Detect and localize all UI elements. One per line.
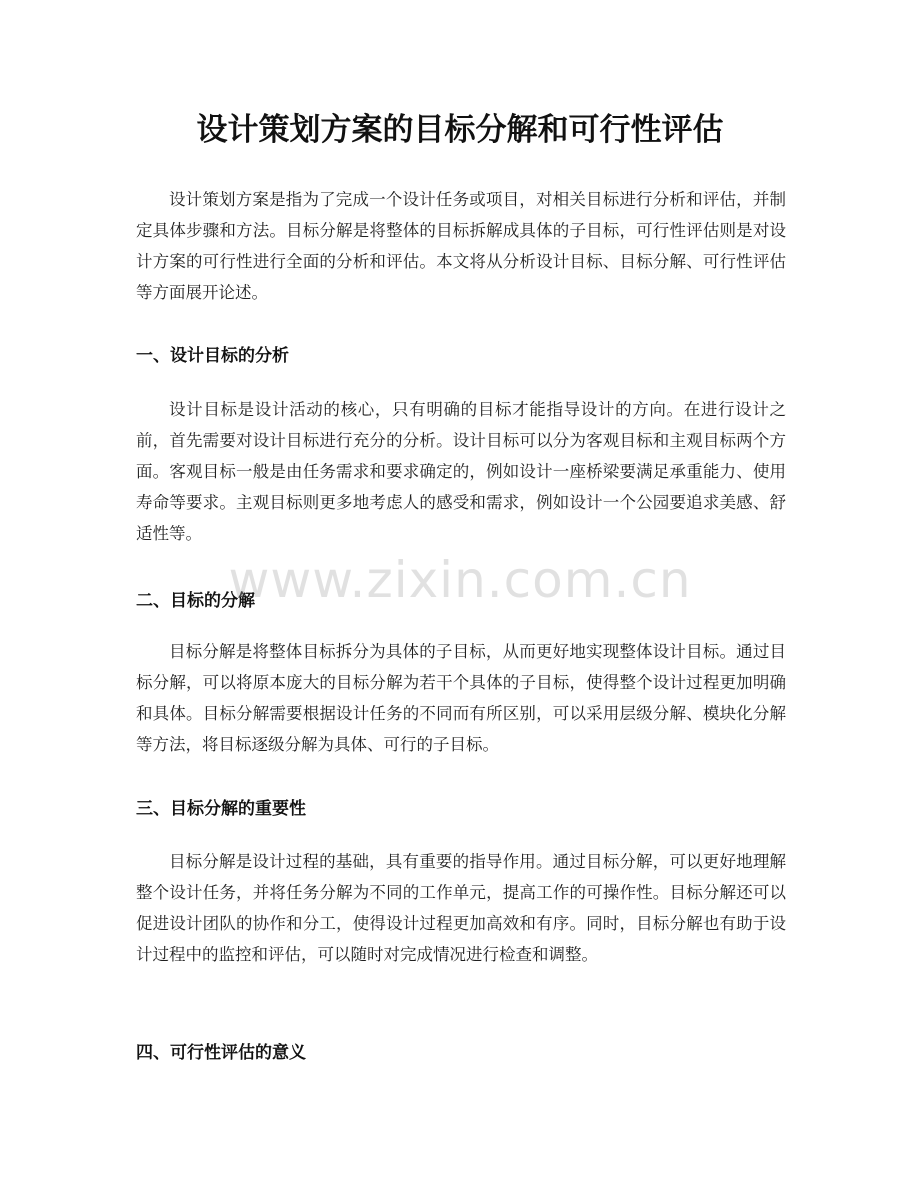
intro-paragraph: 设计策划方案是指为了完成一个设计任务或项目，对相关目标进行分析和评估，并制定具体步骤和方法。目标分解是将整体的目标拆解成具体的子目标，可行性评估则是对设计方案的可行性进行全面的分析和评估。本文将从分析设计目标、目标分解、可行性评估等方面展开论述。: [136, 190, 786, 302]
section-paragraph-3: 目标分解是设计过程的基础，具有重要的指导作用。通过目标分解，可以更好地理解整个设计任务，并将任务分解为不同的工作单元，提高工作的可操作性。目标分解还可以促进设计团队的协作和分工，使得设计过程更加高效和有序。同时，目标分解也有助于设计过程中的监控和评估，可以随时对完成情况进行检查和调整。: [136, 852, 786, 964]
section-heading-3: 三、目标分解的重要性: [136, 799, 306, 819]
section-heading-1: 一、设计目标的分析: [136, 346, 289, 366]
section-heading-4: 四、可行性评估的意义: [136, 1043, 306, 1063]
section-heading-2: 二、目标的分解: [136, 591, 255, 611]
section-paragraph-1: 设计目标是设计活动的核心，只有明确的目标才能指导设计的方向。在进行设计之前，首先需要对设计目标进行充分的分析。设计目标可以分为客观目标和主观目标两个方面。客观目标一般是由任务需求和要求确定的，例如设计一座桥梁要满足承重能力、使用寿命等要求。主观目标则更多地考虑人的感受和需求，例如设计一个公园要追求美感、舒适性等。: [136, 400, 786, 543]
document-title: 设计策划方案的目标分解和可行性评估: [196, 112, 724, 148]
section-paragraph-2: 目标分解是将整体目标拆分为具体的子目标，从而更好地实现整体设计目标。通过目标分解，可以将原本庞大的目标分解为若干个具体的子目标，使得整个设计过程更加明确和具体。目标分解需要根据设计任务的不同而有所区别，可以采用层级分解、模块化分解等方法，将目标逐级分解为具体、可行的子目标。: [136, 642, 786, 754]
watermark: www.zixin.com.cn: [228, 551, 692, 609]
